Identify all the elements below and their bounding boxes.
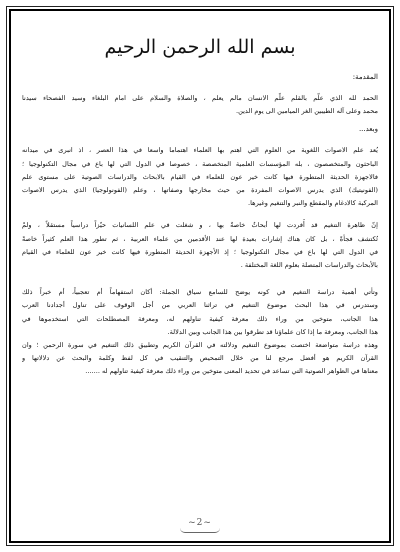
- paragraph-line: معناها في الظواهر الصوتية التي تساعد في تحديد المعنى متوخين من وراء ذلك معرفة كيفية تناولهم له .......: [85, 367, 378, 376]
- intro-line: محمد وعلى آله الطيبين الغر الميامين الى يوم الدين.: [235, 107, 378, 116]
- paragraph-line: في الدول التي لها باع في مجال التكنولوجيا ؛ إذ الأجهزة الحديثة المتطورة فيها كانت خير عون للعلماء في القيام: [22, 247, 378, 256]
- paragraph-line: بالأبحاث والدراسات المتصلة بعلوم اللغة المختلفة .: [240, 261, 378, 270]
- paragraph-line: إنّ ظاهرة التنغيم قد أُفردت لها أبحاثٌ خاصةٌ بها ، و شغلت في علم اللسانيات حيّزاً دراسياً مستقلاً ، ولمْ: [22, 221, 378, 230]
- paragraph-line: (الفونيتيك) الذي يدرس الاصوات المفردة من حيث مخارجها وصفاتها ، وعلم (الفونولوجيا) الذي يدرس الاصوات: [22, 186, 378, 195]
- paragraph-line: وستدرس في هذا البحث موضوع التنغيم في تراثنا العربي من أجل الوقوف على تناول أجدادنا العرب: [22, 301, 378, 310]
- paragraph-line: الباحثون والمتخصصون ، بله المؤسسات العلمية المتخصصة ، خصوصا في الدول التي لها باع في مجال التكنولوجيا ؛: [22, 159, 378, 168]
- wabad-label: وبعد...: [358, 125, 378, 134]
- paragraph-line: هذا الجانب، متوخين من وراء ذلك معرفة كيفية تناولهم له، ومعرفة المصطلحات التي استخدموها في: [22, 314, 378, 323]
- paragraph-line: تُكتشف فجأةً ، بل كان هناك إشارات بعيدة لها عند الأقدمين من علماء العربية ، ثم تطور هذا العلم كثيراً خاصةً: [22, 234, 378, 243]
- page-number: ~2~: [188, 518, 212, 528]
- footer-ornament: [180, 528, 220, 533]
- paragraph-line: فالاجهزة الحديثة المتطورة فيها كانت خير عون للعلماء في القيام بالابحاث والدراسات الصوتية على مستوى علم: [22, 172, 378, 181]
- paragraph-line: المركبة كالادغام والمقطع والنبر والتنغيم وغيرها.: [248, 199, 378, 208]
- paragraph-line: يُعد علم الاصوات اللغوية من العلوم التي اهتم بها العلماء اهتماما واسعا في هذا العصر ، اذ انبرى في ميدانه: [22, 146, 378, 155]
- paragraph-line: القرآن الكريم هو أفضل مرجع لنا من خلال التمحيص والتنقيب في كل لفظ وكلمة والبحث عن دلالاتها و: [22, 354, 378, 363]
- page-footer: [22, 518, 378, 534]
- intro-label: المقدمة:: [352, 73, 378, 81]
- paragraph-line: هذا الجانب، ومعرفة ما إذا كان علماؤنا قد تطرقوا بين هذا الجانب وبين الدلالة.: [167, 327, 378, 336]
- document-body: [22, 22, 378, 530]
- basmala-heading: بسم الله الرحمن الرحيم: [104, 36, 296, 58]
- intro-line: الحمد لله الذي علّم بالقلم علّم الانسان مالم يعلم ، والصلاة والسلام على امام البلغاء وسيد الفصحاء سيدنا: [22, 94, 378, 102]
- paragraph-line: وهذه دراسة متواضعة اختصت بموضوع التنغيم ودلالته في القرآن الكريم وتطبيق ذلك التنغيم في سورة الرحمن ؛ وان: [22, 341, 378, 350]
- paragraph-line: وتأتي أهمية دراسة التنغيم في كونه يوضح للسامع سياق الجملة: أكان استفهاماً أم تعجبياً، أم خبراً ذلك: [22, 288, 378, 297]
